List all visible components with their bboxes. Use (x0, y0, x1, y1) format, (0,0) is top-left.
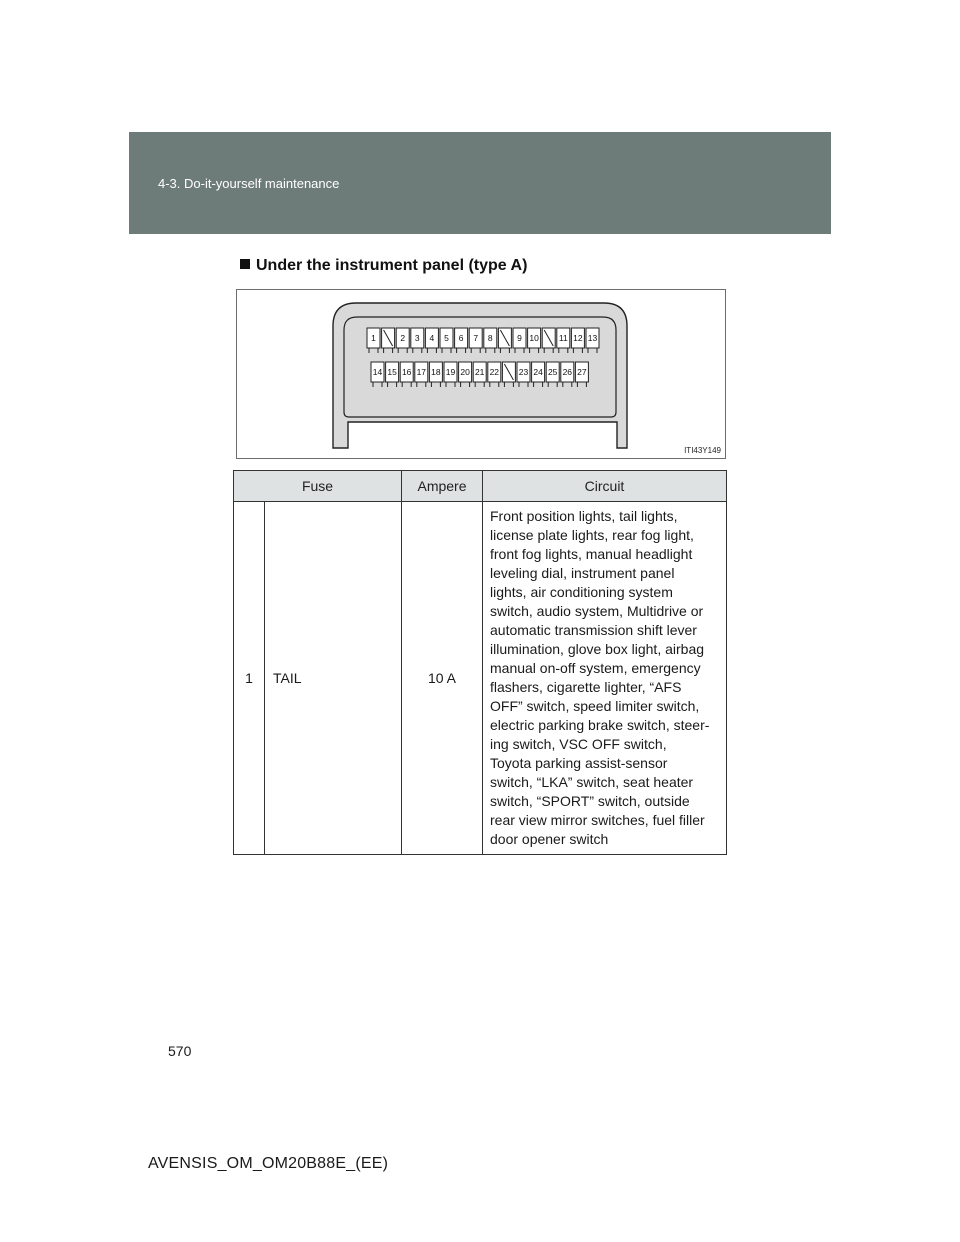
fuse-slot-label: 2 (400, 333, 406, 343)
circuit-line: OFF” switch, speed limiter switch, (490, 698, 700, 714)
fuse-slot-label: 26 (562, 367, 573, 377)
fuse-slot-label: 25 (547, 367, 558, 377)
circuit-line: door opener switch (490, 831, 609, 847)
fuse-slot-label: 22 (489, 367, 500, 377)
table-header-row (234, 471, 727, 502)
fuse-slot-label: 24 (533, 367, 543, 377)
circuit-line: flashers, cigarette lighter, “AFS (490, 679, 682, 695)
circuit-line: switch, “SPORT” switch, outside (490, 793, 690, 809)
header-ampere: Ampere (402, 471, 483, 502)
fuse-slot-label: 19 (445, 367, 456, 377)
fuse-slot-label: 7 (473, 333, 479, 343)
fuse-slot-label: 20 (460, 367, 470, 377)
fuse-slot-label: 5 (444, 333, 449, 343)
footer-code: AVENSIS_OM_OM20B88E_(EE) (148, 1155, 389, 1172)
header-fuse: Fuse (234, 471, 402, 502)
circuit-line: automatic transmission shift lever (490, 622, 697, 638)
fuse-slot-label: 9 (517, 333, 522, 343)
fuse-slot-label: 13 (587, 333, 598, 343)
fuse-slot-label: 27 (577, 367, 587, 377)
circuit-line: illumination, glove box light, airbag (490, 641, 705, 657)
fuse-ampere: 10 A (402, 502, 483, 855)
fuse-slot-label: 3 (414, 333, 420, 343)
circuit-line: rear view mirror switches, fuel filler (490, 812, 705, 828)
fuse-slot-label: 21 (474, 367, 485, 377)
square-bullet-icon (240, 259, 250, 269)
fuse-slot-label: 10 (529, 333, 539, 343)
fuse-slot-label: 16 (401, 367, 412, 377)
fuse-slot-label: 4 (429, 333, 435, 343)
fuse-slot-label: 6 (458, 333, 464, 343)
fuse-slot-label: 18 (431, 367, 441, 377)
fuse-name: TAIL (265, 502, 402, 855)
circuit-line: license plate lights, rear fog light, (490, 527, 694, 543)
circuit-line: manual on-off system, emergency (490, 660, 701, 676)
fuse-slot-label: 15 (387, 367, 397, 377)
circuit-line: ing switch, VSC OFF switch, (490, 736, 667, 752)
fuse-slot-label: 11 (558, 333, 568, 343)
page-number: 570 (168, 1043, 192, 1059)
fuse-number: 1 (234, 502, 265, 855)
fuse-slot-label: 23 (518, 367, 529, 377)
circuit-line: switch, “LKA” switch, seat heater (490, 774, 694, 790)
circuit-line: lights, air conditioning system (490, 584, 673, 600)
circuit-line: leveling dial, instrument panel (490, 565, 675, 581)
fuse-circuit (483, 502, 727, 855)
fuse-box-figure (236, 289, 726, 459)
subheading (240, 257, 527, 275)
fuse-slot-label: 1 (371, 333, 376, 343)
fuse-slot-label: 17 (416, 367, 427, 377)
fuse-box-diagram (237, 290, 725, 458)
fuse-table (233, 470, 727, 855)
fuse-slot-label: 8 (487, 333, 493, 343)
subheading-text: Under the instrument panel (type A) (256, 257, 528, 274)
figure-code: ITI43Y149 (684, 446, 721, 455)
circuit-line: Front position lights, tail lights, (490, 508, 678, 524)
fuse-slot-label: 12 (573, 333, 583, 343)
fuse-slot-label: 14 (372, 367, 383, 377)
circuit-line: switch, audio system, Multidrive or (490, 603, 704, 619)
circuit-line: front fog lights, manual headlight (490, 546, 693, 562)
table-row (234, 502, 727, 855)
circuit-line: Toyota parking assist-sensor (490, 755, 668, 771)
header-circuit: Circuit (483, 471, 727, 502)
circuit-line: electric parking brake switch, steer- (490, 717, 710, 733)
section-label: 4-3. Do-it-yourself maintenance (158, 176, 340, 191)
